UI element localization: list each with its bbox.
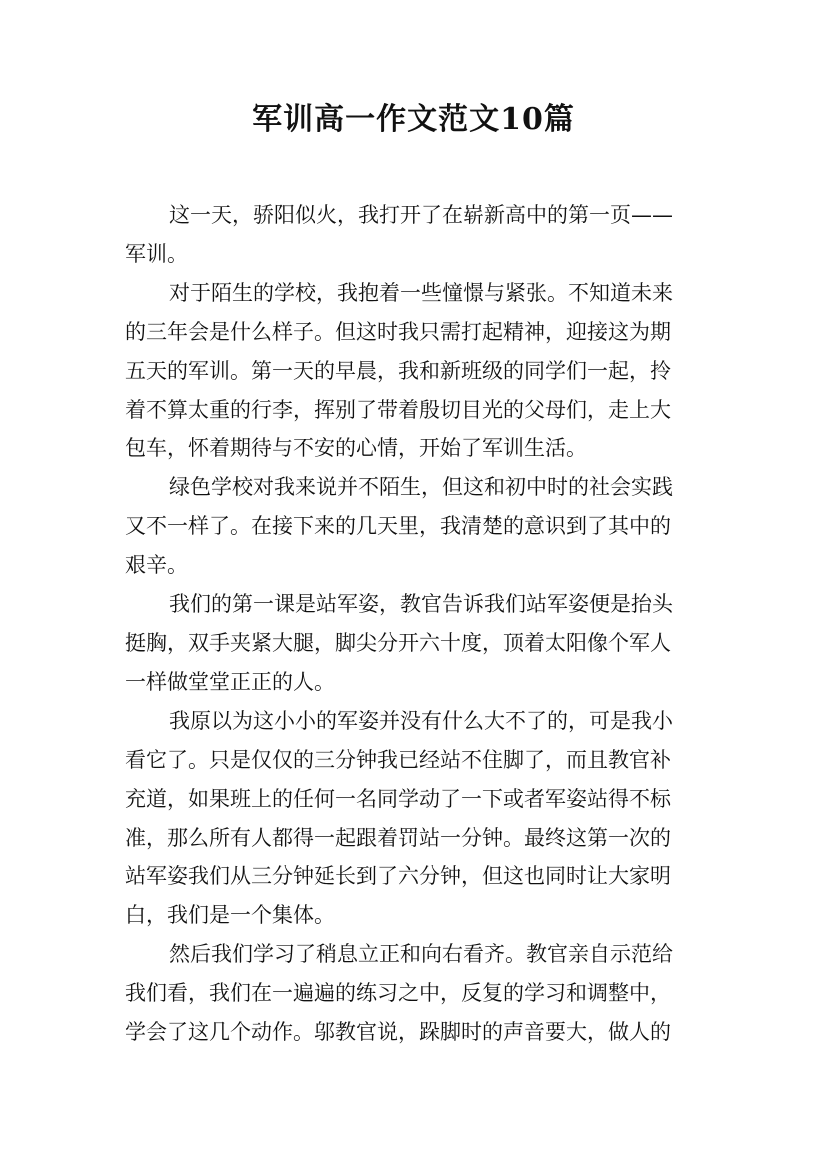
paragraph (125, 702, 705, 935)
paragraph-line: 站军姿我们从三分钟延长到了六分钟，但这也同时让大家明 (125, 864, 671, 889)
paragraph-line: 一样做堂堂正正的人。 (125, 669, 335, 694)
paragraph-line: 这一天，骄阳似火，我打开了在崭新高中的第一页—— (169, 203, 673, 227)
paragraph-line: 艰辛。 (125, 553, 188, 578)
document-body (125, 196, 705, 1052)
paragraph (125, 585, 705, 702)
paragraph (125, 196, 705, 274)
paragraph-line: 挺胸，双手夹紧大腿，脚尖分开六十度，顶着太阳像个军人 (125, 630, 671, 655)
paragraph-line: 准，那么所有人都得一起跟着罚站一分钟。最终这第一次的 (125, 825, 671, 850)
paragraph-line: 的三年会是什么样子。但这时我只需打起精神，迎接这为期 (125, 319, 671, 344)
paragraph-line: 白，我们是一个集体。 (125, 903, 335, 928)
paragraph-line: 绿色学校对我来说并不陌生，但这和初中时的社会实践 (169, 475, 673, 500)
paragraph-line: 对于陌生的学校，我抱着一些憧憬与紧张。不知道未来 (169, 280, 673, 305)
paragraph-line: 着不算太重的行李，挥别了带着殷切目光的父母们，走上大 (125, 397, 671, 422)
paragraph-line: 学会了这几个动作。邬教官说，跺脚时的声音要大，做人的 (125, 1020, 671, 1045)
paragraph-line: 我们看，我们在一遍遍的练习之中，反复的学习和调整中， (125, 981, 671, 1006)
paragraph-line: 充道，如果班上的任何一名同学动了一下或者军姿站得不标 (125, 786, 671, 811)
paragraph-line: 看它了。只是仅仅的三分钟我已经站不住脚了，而且教官补 (125, 747, 671, 772)
paragraph-line: 包车，怀着期待与不安的心情，开始了军训生活。 (125, 436, 587, 461)
paragraph (125, 468, 705, 585)
document-title: 军训高一作文范文10篇 (252, 102, 575, 137)
paragraph (125, 274, 705, 469)
paragraph-line: 然后我们学习了稍息立正和向右看齐。教官亲自示范给 (169, 942, 673, 967)
paragraph (125, 935, 705, 1052)
paragraph-line: 五天的军训。第一天的早晨，我和新班级的同学们一起，拎 (125, 358, 671, 383)
paragraph-line: 我们的第一课是站军姿，教官告诉我们站军姿便是抬头 (169, 592, 673, 617)
paragraph-line: 我原以为这小小的军姿并没有什么大不了的，可是我小 (169, 708, 673, 733)
paragraph-line: 军训。 (125, 241, 188, 266)
paragraph-line: 又不一样了。在接下来的几天里，我清楚的意识到了其中的 (125, 514, 671, 539)
